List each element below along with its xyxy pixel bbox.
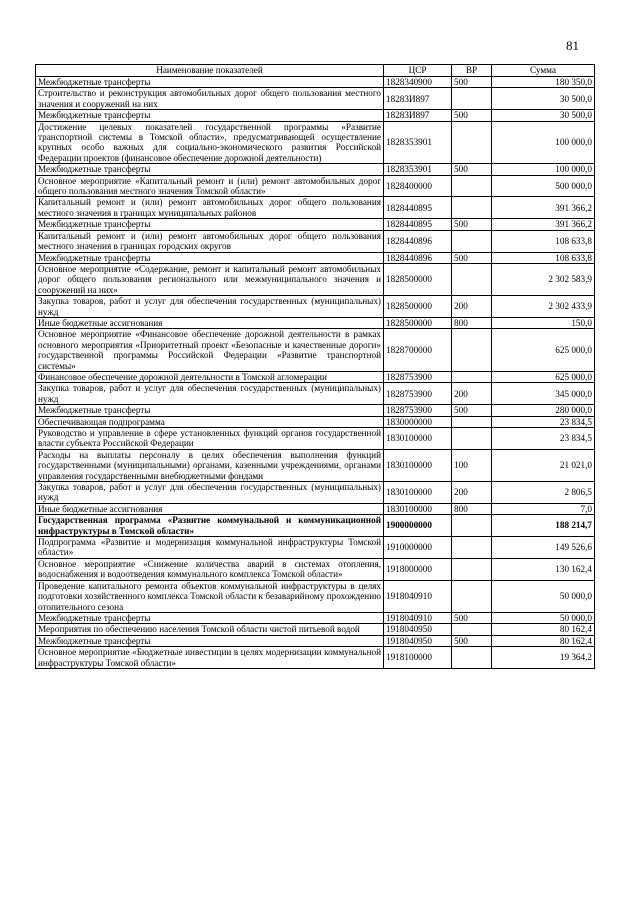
cell-name: Обеспечивающая подпрограмма — [36, 416, 384, 427]
cell-name: Государственная программа «Развитие коммунальной и коммуникационной инфраструктуры в Томской области» — [36, 515, 384, 537]
cell-name: Межбюджетные трансферты — [36, 635, 384, 646]
cell-name: Расходы на выплаты персоналу в целях обеспечения выполнения функций государственными (муниципальными) органами, казенными учреждениями, органами управления государственными внебюджетными фондами — [36, 449, 384, 481]
cell-sum: 108 633,8 — [492, 252, 595, 263]
cell-name: Капитальный ремонт и (или) ремонт автомобильных дорог общего пользования местного значения в границах муниципальных районов — [36, 197, 384, 219]
cell-sum: 23 834,5 — [492, 428, 595, 450]
cell-name: Капитальный ремонт и (или) ремонт автомобильных дорог общего пользования местного значения в границах городских округов — [36, 230, 384, 252]
cell-sum: 7,0 — [492, 503, 595, 514]
table-row — [36, 405, 595, 416]
cell-csr: 1828353901 — [384, 121, 452, 164]
budget-table — [35, 64, 595, 669]
cell-vr — [452, 428, 492, 450]
cell-vr: 500 — [452, 219, 492, 230]
cell-vr: 500 — [452, 164, 492, 175]
cell-csr: 1828440895 — [384, 219, 452, 230]
cell-vr — [452, 329, 492, 372]
cell-name: Иные бюджетные ассигнования — [36, 317, 384, 328]
cell-csr: 18283И897 — [384, 110, 452, 121]
cell-csr: 1828753900 — [384, 383, 452, 405]
cell-sum: 100 000,0 — [492, 121, 595, 164]
cell-vr: 500 — [452, 405, 492, 416]
cell-csr: 1828753900 — [384, 405, 452, 416]
cell-name: Проведение капитального ремонта объектов коммунальной инфраструктуры в целях подготовки хозяйственного комплекса Томской области к безаварийному прохождению отопительного сезона — [36, 580, 384, 612]
table-row — [36, 230, 595, 252]
cell-sum: 30 500,0 — [492, 110, 595, 121]
cell-name: Основное мероприятие «Бюджетные инвестиции в целях модернизации коммунальной инфраструктуры Томской области» — [36, 647, 384, 669]
cell-csr: 1900000000 — [384, 515, 452, 537]
cell-vr: 500 — [452, 77, 492, 88]
page-number: 81 — [566, 38, 579, 53]
cell-csr: 1830100000 — [384, 482, 452, 504]
table-row — [36, 612, 595, 623]
cell-sum: 2 806,5 — [492, 482, 595, 504]
cell-name: Межбюджетные трансферты — [36, 110, 384, 121]
cell-sum: 50 000,0 — [492, 580, 595, 612]
table-header-row — [36, 65, 595, 77]
cell-csr: 1918000000 — [384, 558, 452, 580]
cell-sum: 280 000,0 — [492, 405, 595, 416]
cell-vr — [452, 88, 492, 110]
cell-vr — [452, 537, 492, 559]
cell-vr — [452, 558, 492, 580]
table-row — [36, 329, 595, 372]
cell-name: Основное мероприятие «Снижение количества аварий в системах отопления, водоснабжения и водоотведения коммунального комплекса Томской области» — [36, 558, 384, 580]
cell-sum: 149 526,6 — [492, 537, 595, 559]
table-row — [36, 175, 595, 197]
cell-csr: 1910000000 — [384, 537, 452, 559]
cell-sum: 625 000,0 — [492, 329, 595, 372]
cell-name: Межбюджетные трансферты — [36, 612, 384, 623]
table-row — [36, 416, 595, 427]
table-row — [36, 482, 595, 504]
table-row — [36, 449, 595, 481]
cell-name: Подпрограмма «Развитие и модернизация коммунальной инфраструктуры Томской области» — [36, 537, 384, 559]
cell-name: Закупка товаров, работ и услуг для обеспечения государственных (муниципальных) нужд — [36, 296, 384, 318]
table-row — [36, 503, 595, 514]
cell-csr: 1828500000 — [384, 296, 452, 318]
cell-vr: 500 — [452, 612, 492, 623]
cell-sum: 391 366,2 — [492, 219, 595, 230]
table-row — [36, 558, 595, 580]
cell-vr: 800 — [452, 503, 492, 514]
cell-name: Основное мероприятие «Содержание, ремонт и капитальный ремонт автомобильных дорог общего пользования регионального или межмуниципального значения и сооружений на них» — [36, 263, 384, 295]
cell-csr: 1830100000 — [384, 428, 452, 450]
cell-csr: 1918040950 — [384, 635, 452, 646]
header-name: Наименование показателей — [36, 65, 384, 77]
cell-vr — [452, 197, 492, 219]
cell-sum: 108 633,8 — [492, 230, 595, 252]
cell-sum: 100 000,0 — [492, 164, 595, 175]
cell-csr: 1918040910 — [384, 612, 452, 623]
cell-vr: 200 — [452, 482, 492, 504]
table-row — [36, 121, 595, 164]
cell-vr — [452, 371, 492, 382]
cell-csr: 1918100000 — [384, 647, 452, 669]
cell-sum: 345 000,0 — [492, 383, 595, 405]
table-row — [36, 537, 595, 559]
cell-vr — [452, 624, 492, 635]
cell-csr: 1828400000 — [384, 175, 452, 197]
cell-csr: 1828500000 — [384, 317, 452, 328]
cell-vr: 200 — [452, 383, 492, 405]
table-row — [36, 296, 595, 318]
cell-vr — [452, 416, 492, 427]
cell-name: Финансовое обеспечение дорожной деятельности в Томской агломерации — [36, 371, 384, 382]
cell-name: Закупка товаров, работ и услуг для обеспечения государственных (муниципальных) нужд — [36, 482, 384, 504]
cell-name: Межбюджетные трансферты — [36, 405, 384, 416]
cell-name: Межбюджетные трансферты — [36, 77, 384, 88]
cell-name: Достижение целевых показателей государственной программы «Развитие транспортной системы в Томской области», предусматривающей осуществление крупных особо важных для социально-экономического развития Российской Федерации проектов (финансовое обеспечение дорожной деятельности) — [36, 121, 384, 164]
cell-sum: 80 162,4 — [492, 624, 595, 635]
table-row — [36, 77, 595, 88]
cell-vr — [452, 175, 492, 197]
cell-sum: 130 162,4 — [492, 558, 595, 580]
cell-sum: 2 302 433,9 — [492, 296, 595, 318]
cell-csr: 1830100000 — [384, 449, 452, 481]
table-row — [36, 197, 595, 219]
header-csr: ЦСР — [384, 65, 452, 77]
cell-vr: 100 — [452, 449, 492, 481]
table-row — [36, 88, 595, 110]
table-row — [36, 219, 595, 230]
cell-vr — [452, 121, 492, 164]
cell-vr — [452, 515, 492, 537]
cell-sum: 391 366,2 — [492, 197, 595, 219]
cell-vr: 500 — [452, 635, 492, 646]
cell-name: Межбюджетные трансферты — [36, 164, 384, 175]
cell-vr — [452, 263, 492, 295]
cell-name: Иные бюджетные ассигнования — [36, 503, 384, 514]
table-row — [36, 383, 595, 405]
cell-csr: 1828700000 — [384, 329, 452, 372]
table-row — [36, 647, 595, 669]
cell-sum: 180 350,0 — [492, 77, 595, 88]
header-sum: Сумма — [492, 65, 595, 77]
table-row — [36, 515, 595, 537]
cell-csr: 18283И897 — [384, 88, 452, 110]
cell-sum: 50 000,0 — [492, 612, 595, 623]
cell-vr — [452, 647, 492, 669]
table-row — [36, 263, 595, 295]
cell-sum: 21 021,0 — [492, 449, 595, 481]
cell-sum: 188 214,7 — [492, 515, 595, 537]
cell-csr: 1828440895 — [384, 197, 452, 219]
cell-sum: 30 500,0 — [492, 88, 595, 110]
cell-csr: 1830100000 — [384, 503, 452, 514]
table-body — [36, 77, 595, 669]
cell-name: Основное мероприятие «Капитальный ремонт и (или) ремонт автомобильных дорог общего пользования местного значения Томской области» — [36, 175, 384, 197]
cell-vr: 800 — [452, 317, 492, 328]
header-vr: ВР — [452, 65, 492, 77]
cell-csr: 1828753900 — [384, 371, 452, 382]
table-row — [36, 428, 595, 450]
cell-sum: 150,0 — [492, 317, 595, 328]
cell-sum: 80 162,4 — [492, 635, 595, 646]
cell-name: Межбюджетные трансферты — [36, 219, 384, 230]
cell-vr: 500 — [452, 110, 492, 121]
cell-csr: 1918040910 — [384, 580, 452, 612]
table-row — [36, 580, 595, 612]
cell-vr — [452, 230, 492, 252]
cell-vr: 200 — [452, 296, 492, 318]
cell-csr: 1828440896 — [384, 230, 452, 252]
cell-vr: 500 — [452, 252, 492, 263]
cell-csr: 1830000000 — [384, 416, 452, 427]
cell-csr: 1828440896 — [384, 252, 452, 263]
cell-name: Мероприятия по обеспечению населения Томской области чистой питьевой водой — [36, 624, 384, 635]
cell-csr: 1828500000 — [384, 263, 452, 295]
cell-name: Руководство и управление в сфере установленных функций органов государственной власти субъекта Российской Федерации — [36, 428, 384, 450]
table-row — [36, 624, 595, 635]
cell-name: Закупка товаров, работ и услуг для обеспечения государственных (муниципальных) нужд — [36, 383, 384, 405]
table-row — [36, 164, 595, 175]
table-row — [36, 635, 595, 646]
table-row — [36, 110, 595, 121]
cell-sum: 625 000,0 — [492, 371, 595, 382]
cell-csr: 1828353901 — [384, 164, 452, 175]
cell-csr: 1828340900 — [384, 77, 452, 88]
cell-csr: 1918040950 — [384, 624, 452, 635]
cell-sum: 19 364,2 — [492, 647, 595, 669]
table-row — [36, 371, 595, 382]
cell-sum: 500 000,0 — [492, 175, 595, 197]
cell-sum: 23 834,5 — [492, 416, 595, 427]
cell-vr — [452, 580, 492, 612]
cell-sum: 2 302 583,9 — [492, 263, 595, 295]
cell-name: Основное мероприятие «Финансовое обеспечение дорожной деятельности в рамках основного мероприятия «Приоритетный проект «Безопасные и качественные дороги» государственной программы Российской Федерации «Развитие транспортной системы» — [36, 329, 384, 372]
cell-name: Межбюджетные трансферты — [36, 252, 384, 263]
table-row — [36, 252, 595, 263]
cell-name: Строительство и реконструкция автомобильных дорог общего пользования местного значения и сооружений на них — [36, 88, 384, 110]
table-row — [36, 317, 595, 328]
